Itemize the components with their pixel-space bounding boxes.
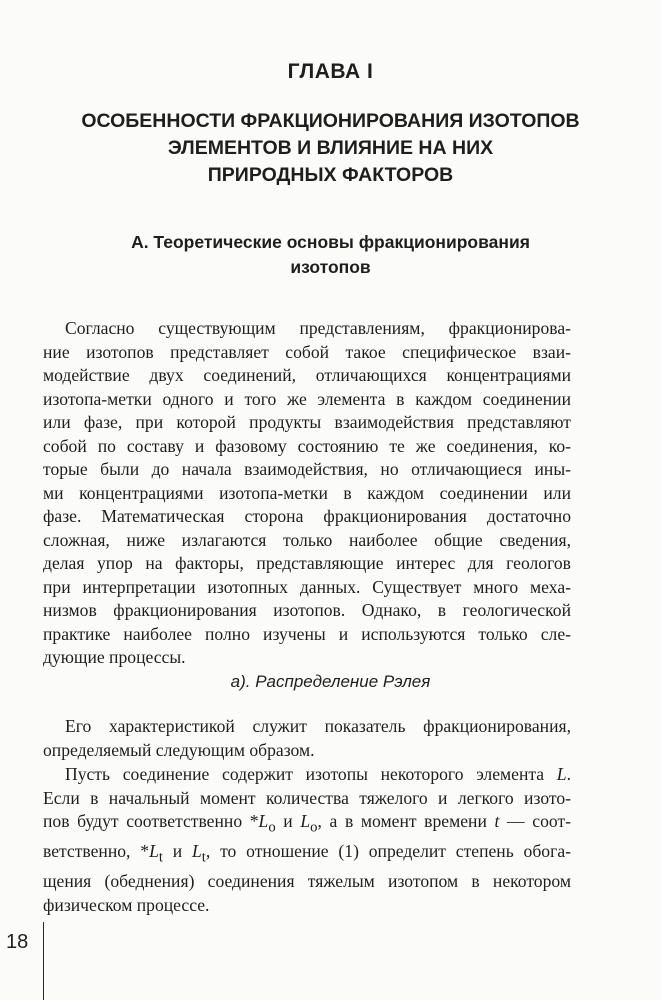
text-line: низмов фракционирования изотопов. Однако, в геологической [43, 600, 571, 620]
variable-L-light-time: L [191, 841, 202, 862]
text-line: ми концентрациями изотопа-метки в каждом соединении или [43, 482, 571, 503]
chapter-subtitle [40, 108, 621, 189]
text-line: сложная, ниже излагаются только наиболее общие сведения, [43, 529, 571, 550]
chapter-subtitle-line: ЭЛЕМЕНТОВ И ВЛИЯНИЕ НА НИХ [167, 137, 494, 159]
text-line: при интерпретации изотопных данных. Существует много меха- [43, 576, 571, 597]
text-fragment: , то отношение (1) определит степень обога- [205, 841, 571, 862]
page-number: 18 [6, 931, 29, 953]
text-line: физическом процессе. [43, 894, 210, 915]
section-title-line: А. Теоретические основы фракционирования [131, 232, 530, 252]
paragraph-characteristic [43, 715, 571, 762]
variable-L: L [556, 764, 567, 784]
text-line: практике наиболее полно изучены и используются только сле- [43, 623, 571, 644]
text-fragment: пов будут соответственно * [43, 811, 259, 831]
text-line [43, 763, 571, 787]
text-fragment: Пусть соединение содержит изотопы некоторого элемента [65, 764, 557, 784]
chapter-title: ГЛАВА I [287, 60, 374, 83]
variable-t: t [494, 811, 500, 831]
text-fragment: , а в момент времени [317, 811, 495, 831]
text-line: Согласно существующим представлениям, фракционирова- [65, 318, 571, 338]
text-line: торые были до начала взаимодействия, но отличающиеся ины- [43, 459, 571, 479]
text-fragment: ветственно, * [43, 841, 150, 862]
text-line: изотопа-метки одного и того же элемента в каждом соединении [43, 388, 571, 409]
text-fragment: и [162, 841, 192, 862]
text-line: собой по составу и фазовому состоянию те же соединения, ко- [43, 435, 571, 456]
text-fragment: и [275, 811, 301, 831]
text-line: Если в начальный момент количества тяжелого и легкого изото- [43, 787, 571, 808]
text-fragment: — соот- [499, 811, 571, 831]
paragraph-intro [43, 317, 571, 670]
text-fragment: . [566, 764, 571, 784]
text-line: модействие двух соединений, отличающихся концентрациями [43, 365, 571, 385]
variable-L-heavy-time: L [149, 841, 159, 862]
subsection-title: а). Распределение Рэлея [230, 672, 431, 691]
text-line [43, 840, 571, 870]
subscript-t: t [158, 849, 163, 866]
variable-L-heavy-initial: L [258, 811, 269, 831]
chapter-subtitle-line: ПРИРОДНЫХ ФАКТОРОВ [207, 164, 454, 186]
subscript-t: t [201, 849, 206, 866]
text-line: делая упор на факторы, представляющие интерес для геологов [43, 553, 571, 573]
section-title-line: изотопов [290, 257, 371, 277]
margin-rule [43, 922, 44, 1000]
text-line: ние изотопов представляет собой такое специфическое взаи- [43, 341, 571, 362]
section-title [50, 230, 611, 280]
text-line: дующие процессы. [43, 647, 186, 667]
subscript-o: o [268, 819, 276, 836]
text-line [43, 810, 571, 840]
chapter-subtitle-line: ОСОБЕННОСТИ ФРАКЦИОНИРОВАНИЯ ИЗОТОПОВ [81, 110, 580, 132]
variable-L-light-initial: L [300, 811, 311, 831]
text-line: или фазе, при которой продукты взаимодействия представляют [43, 412, 571, 432]
text-line: щения (обеднения) соединения тяжелым изотопом в некотором [43, 871, 571, 892]
text-line: Его характеристикой служит показатель фракционирования, [65, 716, 571, 736]
paragraph-definition [43, 763, 571, 917]
text-line: определяемый следующим образом. [43, 739, 315, 760]
subscript-o: o [310, 819, 318, 836]
text-line: фазе. Математическая сторона фракционирования достаточно [43, 506, 571, 526]
